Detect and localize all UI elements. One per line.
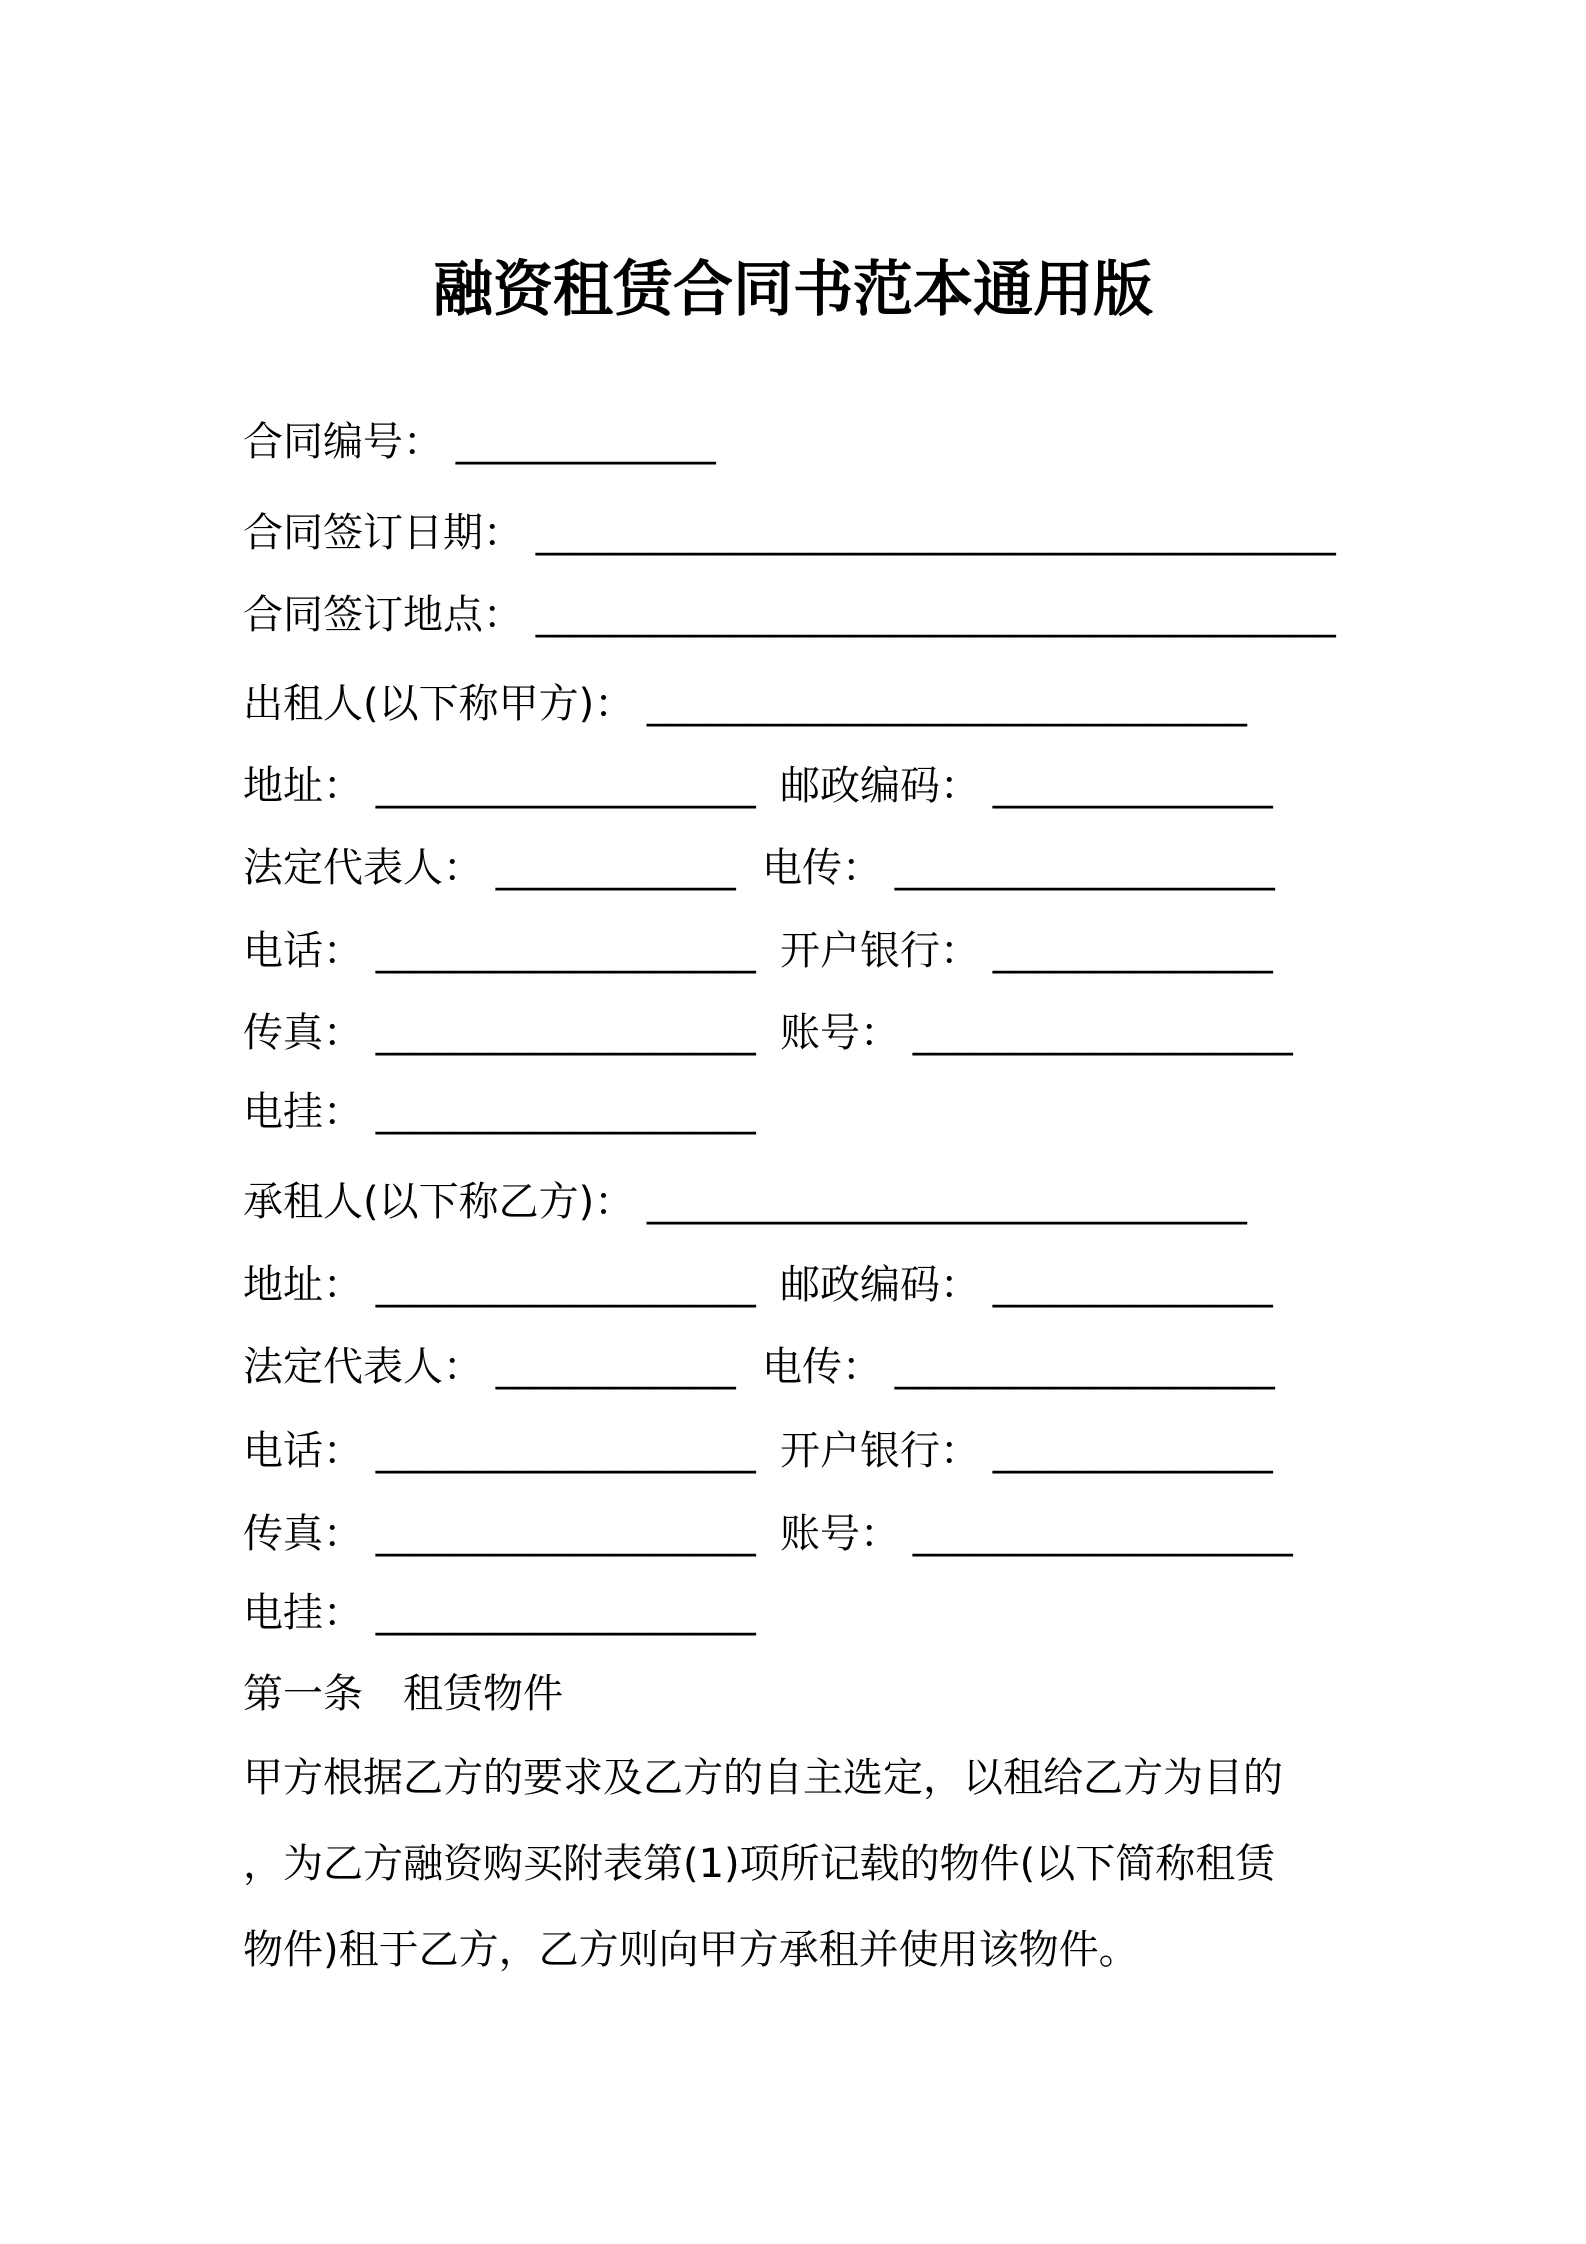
party-b-phone-field: 电话： ___________________: [243, 1428, 756, 1474]
party-b-heading: 承租人(以下称乙方)： ______________________________: [243, 1179, 1247, 1225]
article-1-line: 物件)租于乙方，乙方则向甲方承租并使用该物件。: [243, 1927, 1139, 1973]
party-a-phone-field: 电话： ___________________: [243, 928, 756, 974]
party-b-legal-rep-field: 法定代表人： ____________: [243, 1344, 736, 1390]
party-a-legal-rep-field: 法定代表人： ____________: [243, 845, 736, 891]
party-a-address-field: 地址： ___________________: [243, 763, 756, 809]
party-b-account-field: 账号： ___________________: [780, 1511, 1293, 1557]
party-b-bank-field: 开户银行： ______________: [780, 1428, 1273, 1474]
article-1-line: 甲方根据乙方的要求及乙方的自主选定，以租给乙方为目的: [243, 1755, 1283, 1801]
party-a-fax-field: 传真： ___________________: [243, 1010, 756, 1056]
party-a-account-field: 账号： ___________________: [780, 1010, 1293, 1056]
article-1-paragraph: [243, 1735, 1353, 1993]
article-1-line: ，为乙方融资购买附表第(1)项所记载的物件(以下简称租赁: [243, 1841, 1276, 1887]
party-b-cable-field: 电挂： ___________________: [243, 1590, 756, 1636]
contract-number-field: 合同编号： _____________: [243, 419, 716, 465]
party-a-telex-field: 电传： ___________________: [762, 845, 1275, 891]
party-b-address-field: 地址： ___________________: [243, 1262, 756, 1308]
party-a-bank-field: 开户银行： ______________: [780, 928, 1273, 974]
sign-date-field: 合同签订日期： ________________________________________: [243, 510, 1336, 556]
party-a-heading: 出租人(以下称甲方)： ______________________________: [243, 681, 1247, 727]
party-b-fax-field: 传真： ___________________: [243, 1511, 756, 1557]
document-title: 融资租赁合同书范本通用版: [433, 255, 1153, 325]
party-a-cable-field: 电挂： ___________________: [243, 1089, 756, 1135]
sign-place-field: 合同签订地点： ________________________________________: [243, 592, 1336, 638]
party-a-postcode-field: 邮政编码： ______________: [780, 763, 1273, 809]
party-b-postcode-field: 邮政编码： ______________: [780, 1262, 1273, 1308]
article-1-heading: 第一条 租赁物件: [243, 1671, 563, 1717]
party-b-telex-field: 电传： ___________________: [762, 1344, 1275, 1390]
